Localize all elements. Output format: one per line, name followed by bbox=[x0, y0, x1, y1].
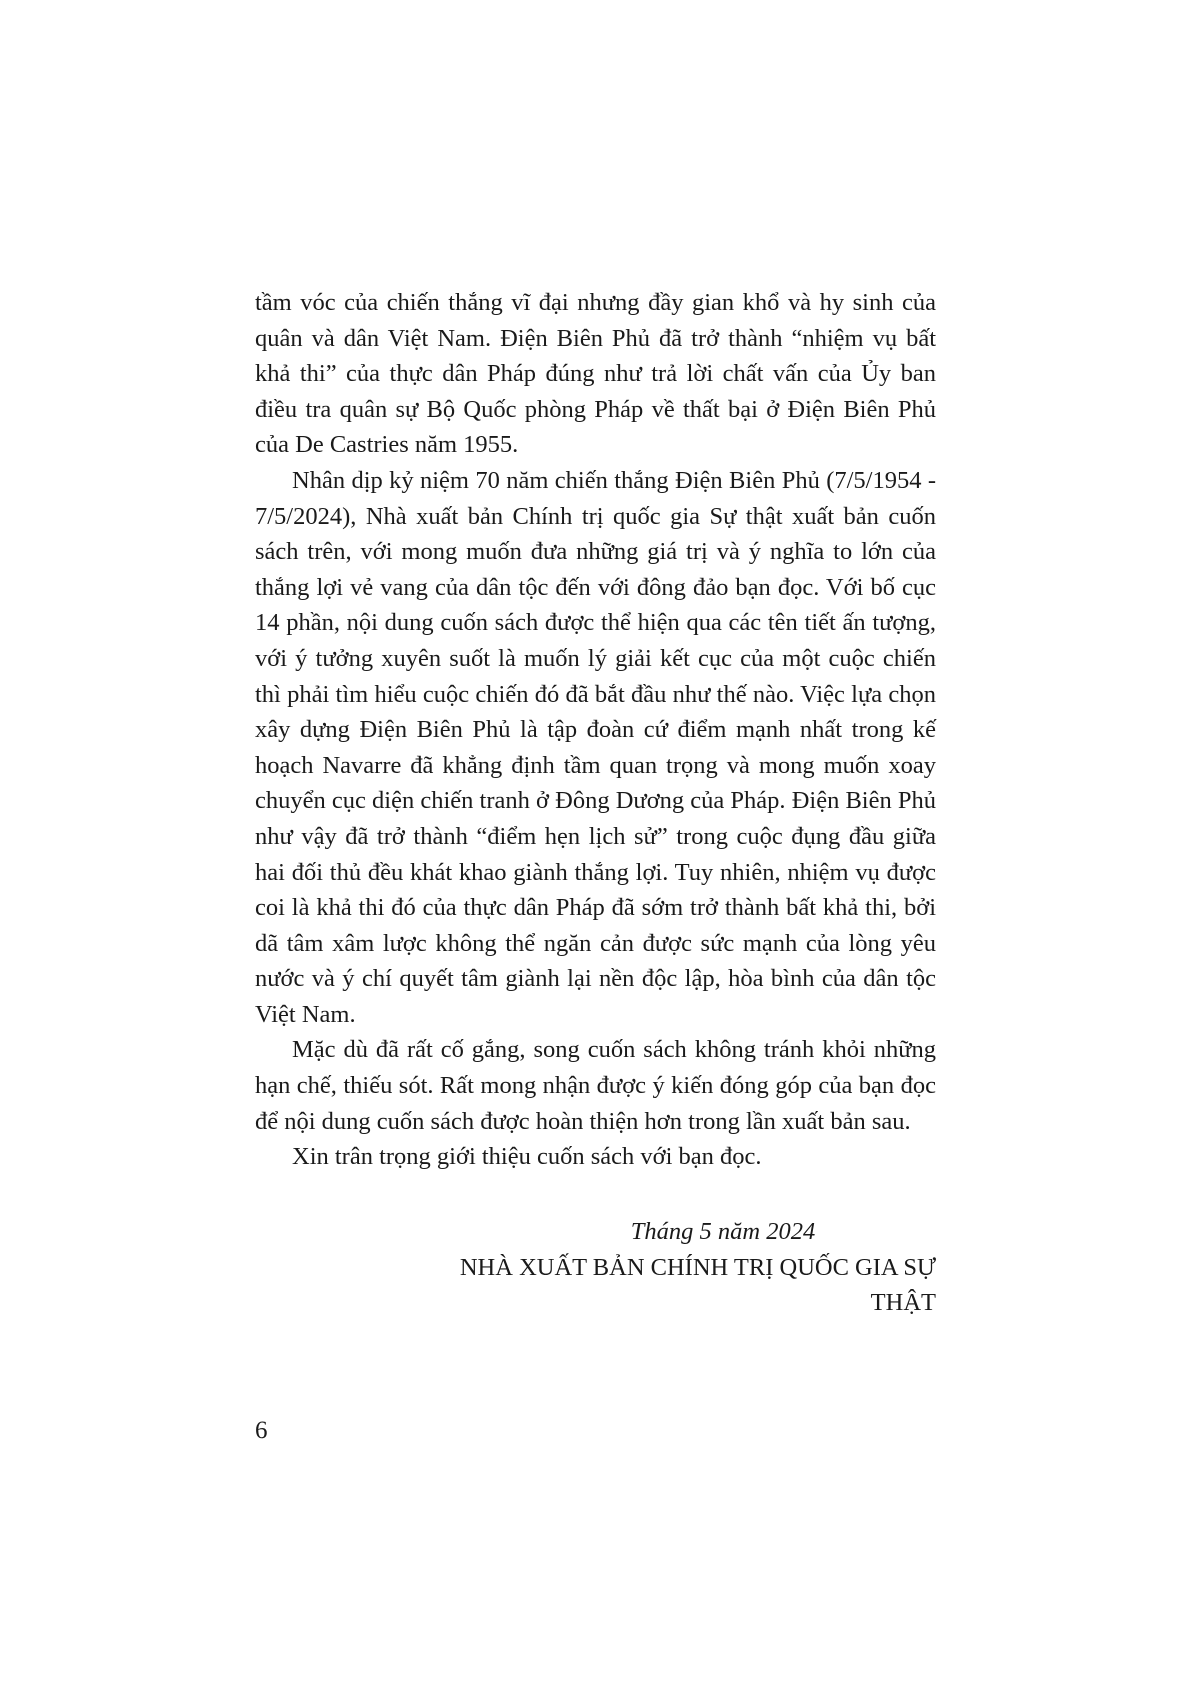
paragraph-1: tầm vóc của chiến thắng vĩ đại nhưng đầy gian khổ và hy sinh của quân và dân Việt Nam. Điện Biên Phủ đã trở thành “nhiệm vụ bất khả thi” của thực dân Pháp đúng như trả lời chất vấn của Ủy ban điều tra quân sự Bộ Quốc phòng Pháp về thất bại ở Điện Biên Phủ của De Castries năm 1955. bbox=[255, 289, 936, 459]
signature-block bbox=[400, 1214, 936, 1321]
paragraph-4: Xin trân trọng giới thiệu cuốn sách với bạn đọc. bbox=[292, 1143, 762, 1171]
paragraph-3: Mặc dù đã rất cố gắng, song cuốn sách không tránh khỏi những hạn chế, thiếu sót. Rất mong nhận được ý kiến đóng góp của bạn đọc để nội dung cuốn sách được hoàn thiện hơn trong lần xuất bản sau. bbox=[255, 1036, 936, 1135]
signature-date: Tháng 5 năm 2024 bbox=[630, 1218, 816, 1245]
paragraph-2: Nhân dịp kỷ niệm 70 năm chiến thắng Điện Biên Phủ (7/5/1954 - 7/5/2024), Nhà xuất bản Chính trị quốc gia Sự thật xuất bản cuốn sách trên, với mong muốn đưa những giá trị và ý nghĩa to lớn của thắng lợi vẻ vang của dân tộc đến với đông đảo bạn đọc. Với bố cục 14 phần, nội dung cuốn sách được thể hiện qua các tên tiết ấn tượng, với ý tưởng xuyên suốt là muốn lý giải kết cục của một cuộc chiến thì phải tìm hiểu cuộc chiến đó đã bắt đầu như thế nào. Việc lựa chọn xây dựng Điện Biên Phủ là tập đoàn cứ điểm mạnh nhất trong kế hoạch Navarre đã khẳng định tầm quan trọng và mong muốn xoay chuyển cục diện chiến tranh ở Đông Dương của Pháp. Điện Biên Phủ như vậy đã trở thành “điểm hẹn lịch sử” trong cuộc đụng đầu giữa hai đối thủ đều khát khao giành thắng lợi. Tuy nhiên, nhiệm vụ được coi là khả thi đó của thực dân Pháp đã sớm trở thành bất khả thi, bởi dã tâm xâm lược không thể ngăn cản được sức mạnh của lòng yêu nước và ý chí quyết tâm giành lại nền độc lập, hòa bình của dân tộc Việt Nam. bbox=[255, 466, 936, 1028]
body-text bbox=[255, 285, 936, 1175]
signature-publisher: NHÀ XUẤT BẢN CHÍNH TRỊ QUỐC GIA SỰ THẬT bbox=[459, 1253, 936, 1317]
page-number: 6 bbox=[255, 1417, 268, 1444]
